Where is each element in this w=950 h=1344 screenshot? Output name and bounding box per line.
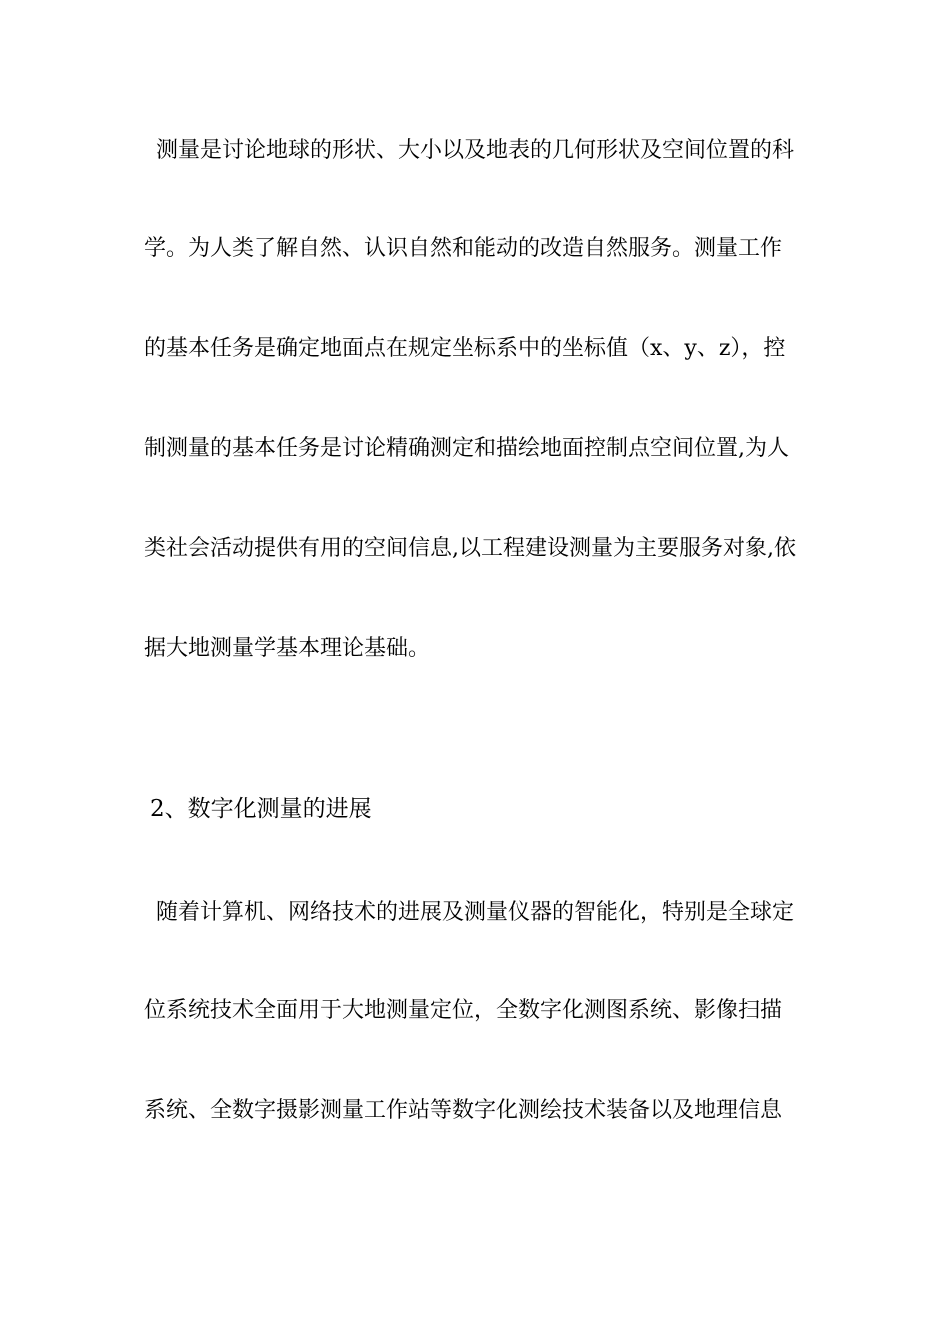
paragraph1-line-3: 的基本任务是确定地面点在规定坐标系中的坐标值（x、y、z），控 <box>144 336 786 361</box>
section-heading: 2、数字化测量的进展 <box>150 796 372 822</box>
paragraph2-line-1: 随着计算机、网络技术的进展及测量仪器的智能化，特别是全球定 <box>156 900 795 925</box>
paragraph2-line-2: 位系统技术全面用于大地测量定位，全数字化测图系统、影像扫描 <box>144 998 783 1023</box>
paragraph1-line-6: 据大地测量学基本理论基础。 <box>144 636 431 661</box>
paragraph1-line-4: 制测量的基本任务是讨论精确测定和描绘地面控制点空间位置,为人 <box>144 436 789 461</box>
paragraph1-line-1: 测量是讨论地球的形状、大小以及地表的几何形状及空间位置的科 <box>156 138 795 163</box>
paragraph1-line-5: 类社会活动提供有用的空间信息,以工程建设测量为主要服务对象,依 <box>144 536 796 561</box>
paragraph1-line-2: 学。为人类了解自然、认识自然和能动的改造自然服务。测量工作 <box>144 236 783 261</box>
paragraph2-line-3: 系统、全数字摄影测量工作站等数字化测绘技术装备以及地理信息 <box>144 1098 783 1123</box>
